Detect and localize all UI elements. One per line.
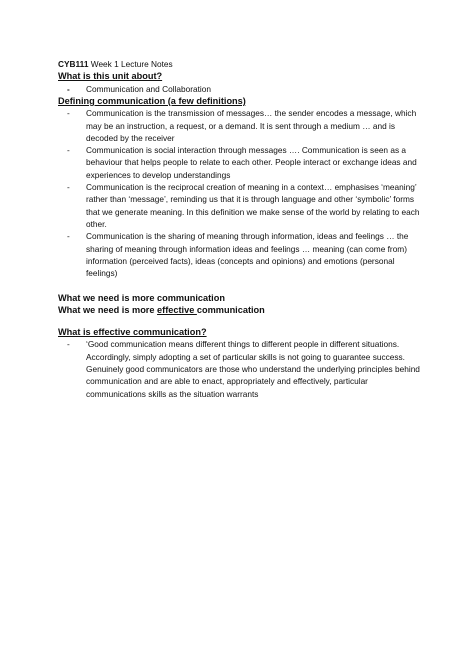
bullet-dash: - <box>67 339 70 350</box>
heading-defining: Defining communication (a few definitions) <box>58 95 246 106</box>
list-item <box>58 83 424 95</box>
bullet-dash: - <box>67 145 70 156</box>
need-line-2-pre: What we need is more <box>58 305 158 316</box>
need-line-2 <box>58 304 424 317</box>
list-item-text: Communication is the transmission of messages… the sender encodes a message, which may be an instruction, a request, or a demand. It is sent through a medium … and is decoded by the receiver <box>86 108 417 143</box>
title-rest: Week 1 Lecture Notes <box>88 59 173 69</box>
list-item <box>58 338 424 399</box>
effective-list <box>58 338 424 399</box>
list-item <box>58 230 424 279</box>
heading-unit: What is this unit about? <box>58 71 163 81</box>
heading-effective: What is effective communication? <box>58 326 207 337</box>
bullet-dash: - <box>67 108 70 119</box>
course-code: CYB111 <box>58 59 89 69</box>
list-item-text: Communication is social interaction through messages …. Communication is seen as a behaviour that helps people to relate to each other. People interact or exchange ideas and experiences to develop understandings <box>86 145 417 180</box>
list-item-text: ‘Good communication means different things to different people in different situations. Accordingly, simply adopting a set of particular skills is not going to guarantee success. Genuinely good communicators are those who understand the underlying principles behind communication and are able to enact, appropriately and effectively, particular communications skills as the situation warrants <box>86 339 420 399</box>
document-title <box>58 58 424 70</box>
need-line-2-emphasis: effective <box>157 305 197 316</box>
need-line-1: What we need is more communication <box>58 292 225 303</box>
list-item-text: Communication and Collaboration <box>86 83 211 94</box>
document-body <box>58 58 424 400</box>
list-item <box>58 144 424 181</box>
bullet-dash: - <box>67 231 70 242</box>
unit-list <box>58 83 424 95</box>
list-item-text: Communication is the sharing of meaning through information, ideas and feelings … the sharing of meaning through information ideas and feelings … meaning (can come from) information (perceived facts), ideas (concepts and opinions) and emotions (personal feelings) <box>86 231 409 279</box>
list-item <box>58 181 424 230</box>
list-item-text: Communication is the reciprocal creation of meaning in a context… emphasises ‘meaning’ rather than ‘message’, reminding us that it is through language and other ‘symbolic’ forms that we generate meaning. In this definition we make sense of the world by relating to each other. <box>86 182 420 229</box>
list-item <box>58 107 424 144</box>
definitions-list <box>58 107 424 279</box>
bullet-dash: - <box>67 182 70 193</box>
bullet-dash: - <box>67 83 70 94</box>
need-line-2-post: communication <box>196 305 265 316</box>
